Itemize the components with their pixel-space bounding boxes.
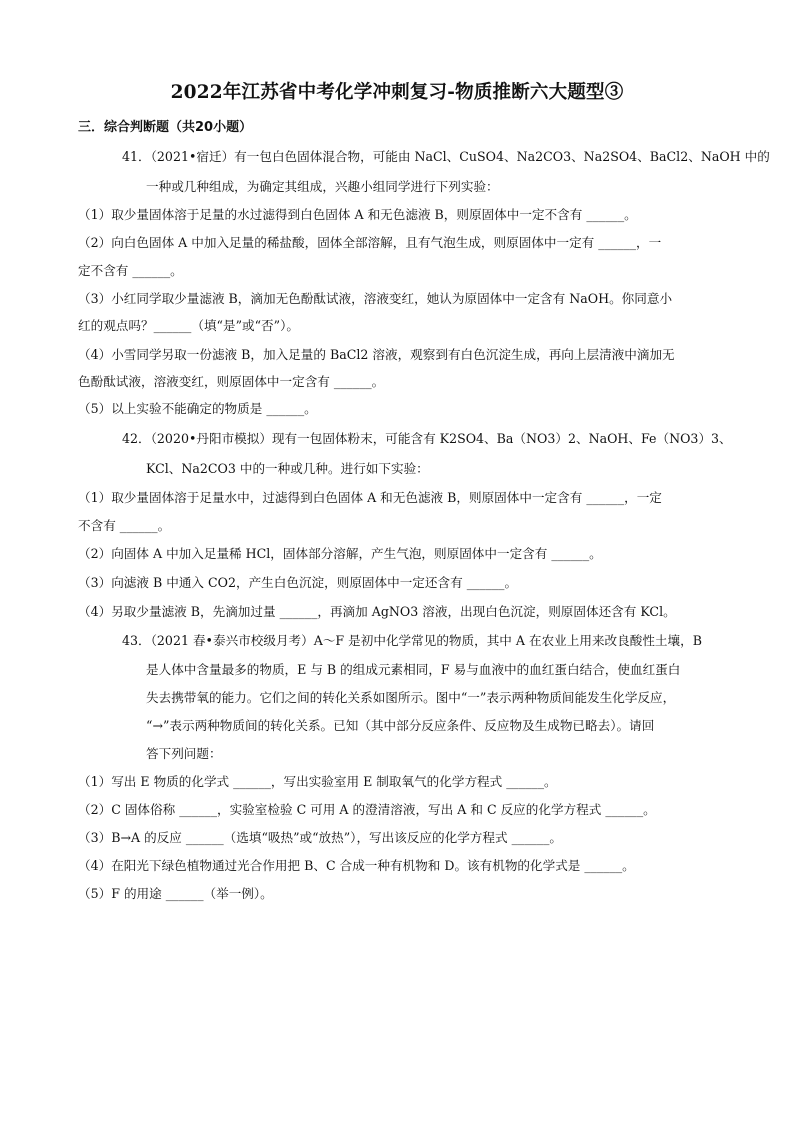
q41-part-5: （5）以上实验不能确定的物质是 ______。	[78, 401, 317, 416]
q42-part-1-line-1: （1）取少量固体溶于足量水中，过滤得到白色固体 A 和无色滤液 B，则原固体中一定含有 ______，一定	[78, 490, 662, 505]
q42-stem-line-2: KCl、Na2CO3 中的一种或几种。进行如下实验：	[146, 461, 429, 476]
q43-stem-line-2: 是人体中含量最多的物质，E 与 B 的组成元素相同，F 易与血液中的血红蛋白结合，使血红蛋白	[146, 662, 681, 677]
q43-stem-line-3: 失去携带氧的能力。它们之间的转化关系如图所示。图中“一”表示两种物质间能发生化学反应，	[146, 690, 676, 705]
q41-stem-line-1: 41．（2021•宿迁）有一包白色固体混合物，可能由 NaCl、CuSO4、Na2CO3、Na2SO4、BaCl2、NaOH 中的	[122, 149, 770, 164]
q42-part-1-line-2: 不含有 ______。	[78, 518, 171, 533]
section-heading: 三．综合判断题（共20小题）	[78, 120, 253, 135]
q43-part-4: （4）在阳光下绿色植物通过光合作用把 B、C 合成一种有机物和 D。该有机物的化学式是 ______。	[78, 858, 635, 873]
q41-part-3-line-1: （3）小红同学取少量滤液 B，滴加无色酚酞试液，溶液变红，她认为原固体中一定含有 NaOH。你同意小	[78, 291, 673, 306]
q41-part-3-line-2: 红的观点吗？______（填“是”或“否”）。	[78, 318, 299, 333]
q43-stem-line-4: “→”表示两种物质间的转化关系。已知（其中部分反应条件、反应物及生成物已略去）。请回	[146, 718, 655, 733]
q41-part-4-line-2: 色酚酞试液，溶液变红，则原固体中一定含有 ______。	[78, 374, 385, 389]
q42-part-3: （3）向滤液 B 中通入 CO2，产生白色沉淀，则原固体中一定还含有 ______。	[78, 575, 518, 590]
q43-stem-line-5: 答下列问题：	[146, 746, 222, 761]
q42-stem-line-1: 42．（2020•丹阳市模拟）现有一包固体粉末，可能含有 K2SO4、Ba（NO3）2、NaOH、Fe（NO3）3、	[122, 431, 732, 446]
q41-part-2-line-2: 定不含有 ______。	[78, 263, 183, 278]
q43-part-5: （5）F 的用途 ______（举一例）。	[78, 886, 273, 901]
page-title: 2022年江苏省中考化学冲刺复习-物质推断六大题型③	[170, 82, 624, 103]
q43-stem-line-1: 43．（2021 春•泰兴市校级月考）A～F 是初中化学常见的物质，其中 A 在农业上用来改良酸性土壤，B	[122, 633, 702, 648]
q43-part-1: （1）写出 E 物质的化学式 ______，写出实验室用 E 制取氧气的化学方程式 ______。	[78, 774, 557, 789]
q43-part-2: （2）C 固体俗称 ______，实验室检验 C 可用 A 的澄清溶液，写出 A 和 C 反应的化学方程式 ______。	[78, 802, 656, 817]
q41-stem-line-2: 一种或几种组成，为确定其组成，兴趣小组同学进行下列实验：	[146, 179, 499, 194]
q43-part-3: （3）B→A 的反应 ______（选填“吸热”或“放热”），写出该反应的化学方程式 ______。	[78, 830, 562, 845]
q42-part-4: （4）另取少量滤液 B，先滴加过量 ______，再滴加 AgNO3 溶液，出现白色沉淀，则原固体还含有 KCl。	[78, 604, 676, 619]
q42-part-2: （2）向固体 A 中加入足量稀 HCl，固体部分溶解，产生气泡，则原固体中一定含有 ______。	[78, 546, 602, 561]
q41-part-4-line-1: （4）小雪同学另取一份滤液 B，加入足量的 BaCl2 溶液，观察到有白色沉淀生成，再向上层清液中滴加无	[78, 347, 675, 362]
q41-part-2-line-1: （2）向白色固体 A 中加入足量的稀盐酸，固体全部溶解，且有气泡生成，则原固体中一定有 ______，一	[78, 235, 662, 250]
q41-part-1: （1）取少量固体溶于足量的水过滤得到白色固体 A 和无色滤液 B，则原固体中一定不含有 ______。	[78, 207, 637, 222]
